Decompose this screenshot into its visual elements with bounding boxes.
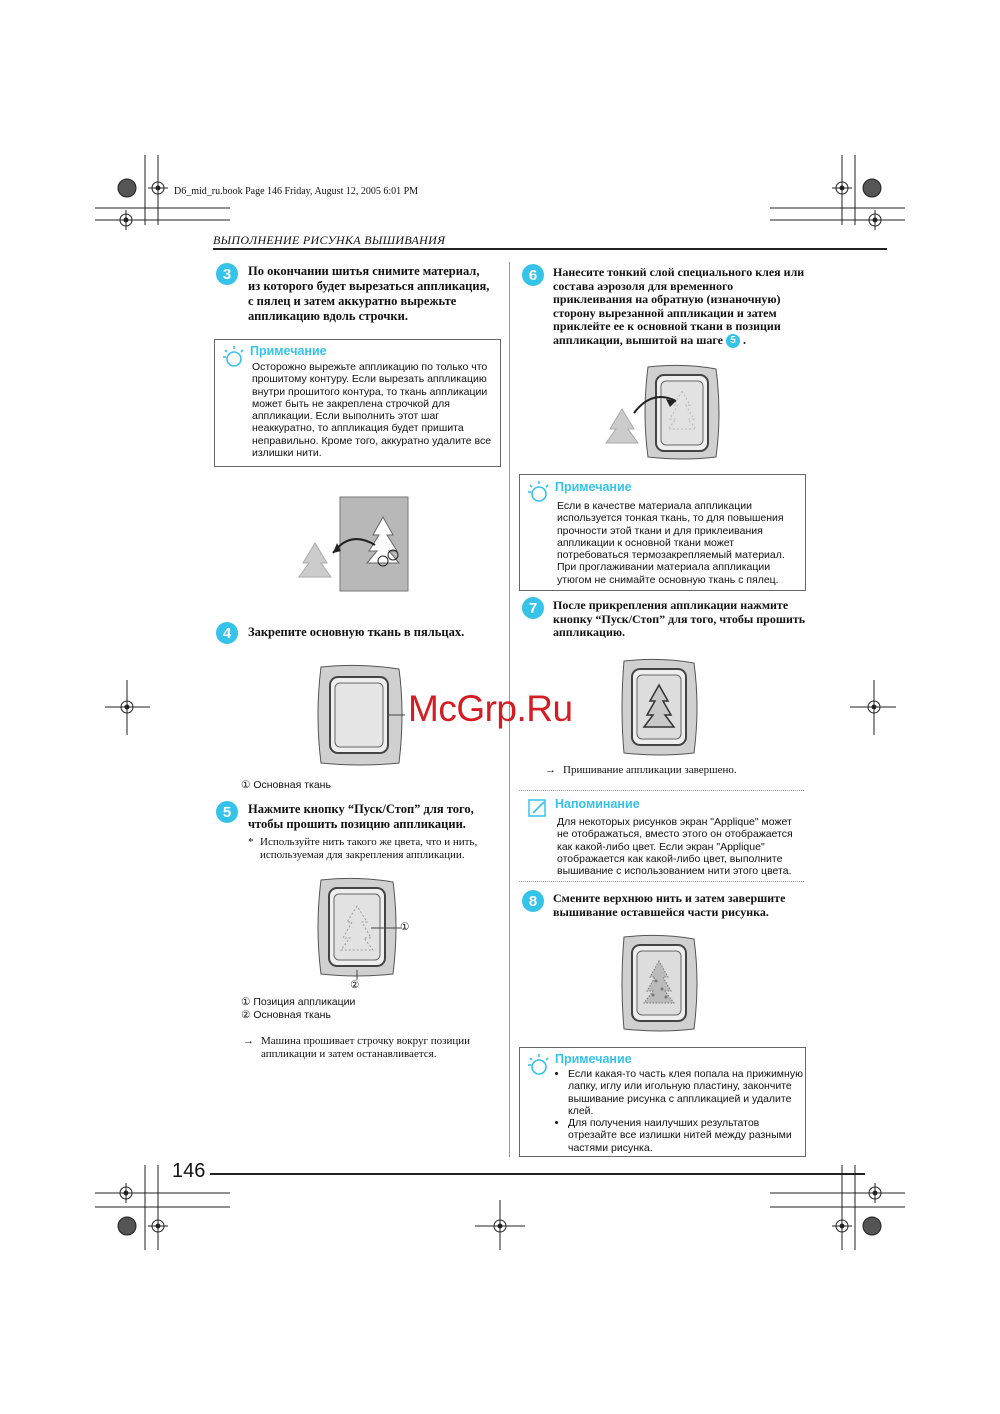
bottom-rule: [210, 1173, 865, 1175]
step-4-number: 4: [216, 622, 238, 644]
note-2-text: Если в качестве материала аппликации используется тонкая ткань, то для повышения прочности этой ткани и для приклеивания аппликации к основной ткани может потребоваться термозакрепляемый материал. При проглаживании материала аппликации утюгом не снимайте основную ткань с пялец.: [557, 500, 785, 586]
memo-pencil-icon: [527, 797, 549, 819]
note-2-title: Примечание: [555, 480, 632, 494]
callout-2: ②: [350, 979, 360, 991]
top-rule: [213, 248, 887, 250]
step-ref-5: 5: [726, 334, 740, 348]
note-4-bullet-2: • Для получения наилучших результатов отрезайте все излишки нитей между разными частями рисунка.: [568, 1117, 803, 1154]
note-4-bullet-1: • Если какая-то часть клея попала на прижимную лапку, иглу или игольную пластину, закончите вышивание рисунка с аппликацией и удалите клей.: [568, 1068, 803, 1117]
step-7-result-arrow: →: [545, 764, 556, 776]
cut-applique-illustration: [295, 495, 415, 595]
reminder-top-rule: [519, 790, 804, 791]
callout-1: ①: [400, 921, 410, 933]
step-5-text: Нажмите кнопку “Пуск/Стоп” для того, чтобы прошить позицию аппликации.: [248, 802, 474, 831]
step-5-caption-2: ② Основная ткань: [241, 1009, 331, 1021]
step-5-asterisk: *: [248, 836, 254, 848]
step-3-text: По окончании шитья снимите материал, из которого будет вырезаться аппликация, с пялец и затем аккуратно вырежьте аппликацию вдоль строчки.: [248, 264, 490, 323]
note-4-text: [556, 1068, 803, 1154]
step-5-asterisk-text: Используйте нить такого же цвета, что и нить, используемая для закрепления аппликации.: [260, 836, 478, 861]
apply-applique-illustration: [604, 363, 722, 463]
step-6-text: Нанесите тонкий слой специального клея или состава аэрозоля для временного приклеивания на обратную (изнаночную) сторону вырезанной аппликации и затем приклейте ее к основной ткани в позиции аппликации, вышитой на шаге 5 .: [553, 265, 805, 347]
section-title: ВЫПОЛНЕНИЕ РИСУНКА ВЫШИВАНИЯ: [213, 233, 446, 247]
lightbulb-icon: [527, 478, 551, 506]
applique-position-illustration: [315, 876, 415, 992]
reminder-bottom-rule: [519, 881, 804, 882]
step-5-number: 5: [216, 801, 238, 823]
step-3-number: 3: [216, 263, 238, 285]
note-1-text: Осторожно вырежьте аппликацию по только что прошитому контуру. Если вырезать аппликацию внутри прошитого контура, то ткань аппликации может быть не закреплена строчкой для аппликации. Если выполнить этот шаг неаккуратно, то аппликация будет пришита неправильно. Кроме того, аккуратно удалите все излишки нити.: [252, 361, 492, 460]
file-info-header: D6_mid_ru.book Page 146 Friday, August 12, 2005 6:01 PM: [174, 186, 419, 197]
lightbulb-icon: [222, 343, 246, 371]
step-7-result: Пришивание аппликации завершено.: [563, 764, 737, 776]
note-4-title: Примечание: [555, 1052, 632, 1066]
stitched-applique-illustration: [620, 657, 700, 759]
page-number: 146: [172, 1160, 206, 1182]
step-6-number: 6: [522, 264, 544, 286]
step-7-text: После прикрепления аппликации нажмите кнопку “Пуск/Стоп” для того, чтобы прошить аппликацию.: [553, 598, 806, 640]
lightbulb-icon: [527, 1051, 551, 1079]
step-5-result-arrow: →: [243, 1035, 254, 1047]
step-5-caption-1: ① Позиция аппликации: [241, 996, 356, 1008]
note-1-title: Примечание: [250, 344, 327, 358]
step-8-text: Смените верхнюю нить и затем завершите вышивание оставшейся части рисунка.: [553, 891, 786, 919]
watermark: McGrp.Ru: [408, 688, 573, 729]
step-8-number: 8: [522, 890, 544, 912]
step-5-result: Машина прошивает строчку вокруг позиции аппликации и затем останавливается.: [261, 1035, 471, 1060]
finished-embroidery-illustration: [620, 933, 700, 1035]
step-4-caption: ① Основная ткань: [241, 779, 331, 791]
step-4-text: Закрепите основную ткань в пяльцах.: [248, 625, 465, 639]
reminder-title: Напоминание: [555, 797, 640, 811]
step-7-number: 7: [522, 597, 544, 619]
reminder-text: Для некоторых рисунков экран "Applique" может не отображаться, вместо этого он отображается как какой-либо цвет. Если экран "Applique" отображается как какой-либо цвет, выполните вышивание с использованием нити этого цвета.: [557, 816, 793, 878]
hoop-fabric-illustration: [315, 663, 405, 769]
